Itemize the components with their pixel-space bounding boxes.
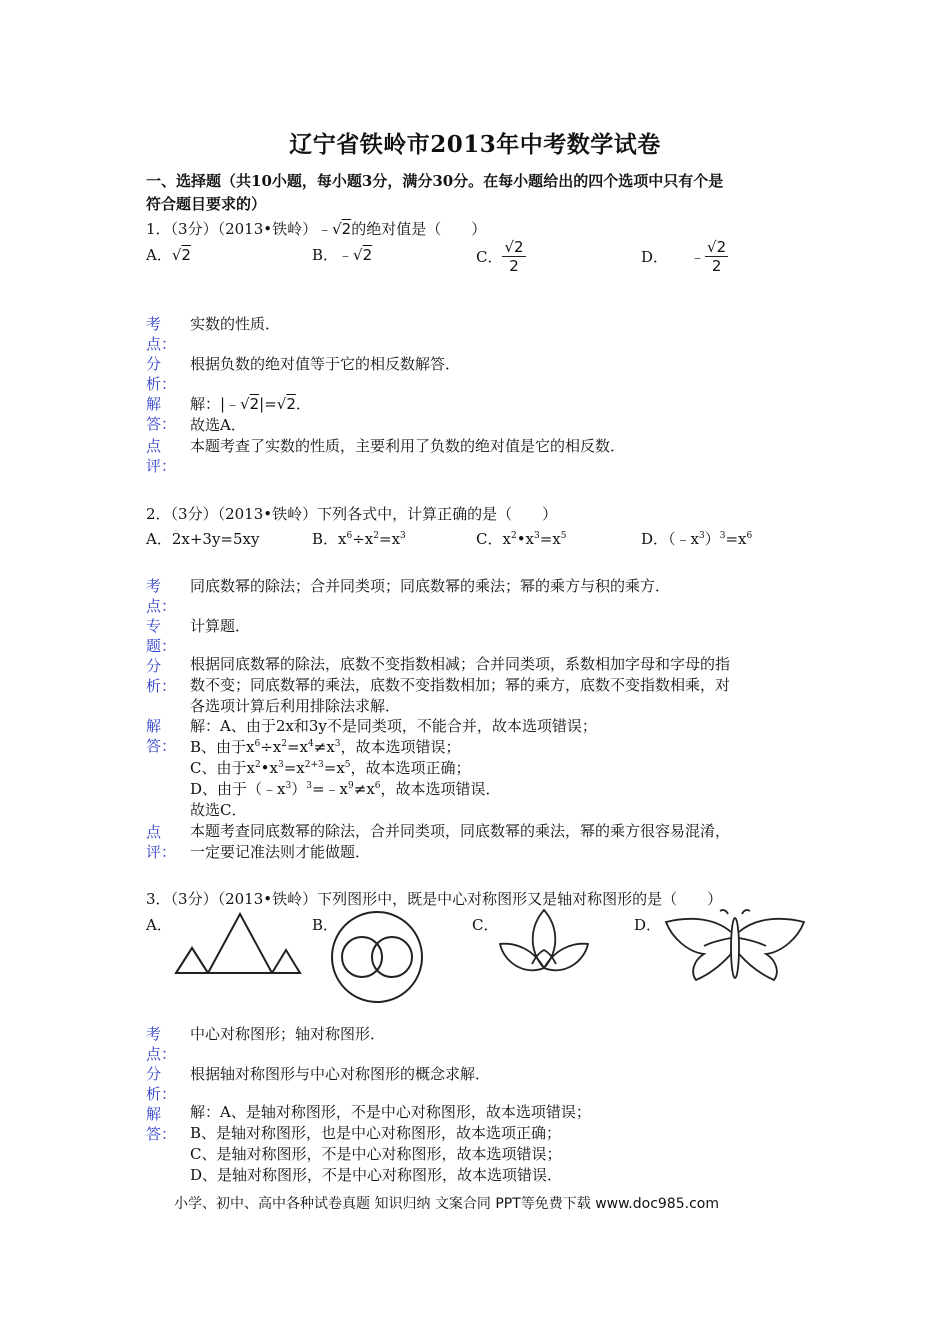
q1-option-c: C． $\frac{√2}{2}$ [476, 238, 524, 275]
q1-option-c-fraction: $\frac{√2}{2}$ [504, 238, 524, 275]
q1-option-b-sqrt: √2 [353, 246, 373, 264]
q2-jieda-label: 解答： [146, 717, 177, 755]
q2-jieda-line3: C、由于$x^2•x^3=x^{2+3}=x^5$，故本选项正确； [190, 759, 471, 777]
q1-option-b: B．﹣√2 [312, 246, 373, 264]
page-title: 辽宁省铁岭市2013年中考数学试卷 [289, 131, 661, 158]
section-heading-cont: 符合题目要求的） [146, 195, 267, 213]
q3-kaodian-label: 考点： [146, 1025, 177, 1063]
q1-dianping-text: 本题考查了实数的性质，主要利用了负数的绝对值是它的相反数． [190, 437, 626, 455]
q1-kaodian-text: 实数的性质． [190, 315, 281, 333]
q3-figure-c-lotus [494, 906, 594, 982]
q3-option-d-label: D． [634, 916, 662, 934]
q3-figure-b-circles [328, 908, 426, 1006]
q2-option-d: D．$(﹣x^3)^3=x^6$ [641, 530, 753, 548]
q2-jieda-line2: B、由于$x^6\div x^2=x^4\ne x^3$，故本选项错误； [190, 738, 461, 756]
q2-option-a: A．2x+3y=5xy [146, 530, 260, 548]
q3-figure-d-butterfly [660, 908, 810, 990]
q2-zhuanti-text: 计算题． [190, 617, 251, 635]
q3-fenxi-label: 分析： [146, 1065, 177, 1103]
q2-kaodian-label: 考点： [146, 577, 177, 615]
q2-dianping-label: 点评： [146, 823, 177, 861]
q3-option-c-label: C． [472, 916, 499, 934]
q1-stem-pre: 1．（3分）（2013•铁岭）﹣ [146, 220, 333, 238]
q1-jieda-line2: 故选A． [190, 416, 246, 434]
q1-stem-sqrt: √2 [332, 220, 352, 238]
q2-stem: 2．（3分）（2013•铁岭）下列各式中，计算正确的是（ ） [146, 505, 558, 523]
q1-jieda-line1: 解：|﹣√2|=√2． [190, 395, 311, 413]
q3-jieda-line3: C、是轴对称图形，不是中心对称图形，故本选项错误； [190, 1145, 562, 1163]
q3-jieda-line1: 解：A、是轴对称图形，不是中心对称图形，故本选项错误； [190, 1103, 591, 1121]
q2-fenxi-label: 分析： [146, 657, 177, 695]
q2-option-b: B．$x^6\div x^2=x^3$ [312, 530, 406, 548]
q2-zhuanti-label: 专题： [146, 617, 177, 655]
q2-fenxi-line3: 各选项计算后利用排除法求解． [190, 697, 401, 715]
q2-fenxi-line2: 数不变；同底数幂的乘法，底数不变指数相加；幂的乘方，底数不变指数相乘，对 [190, 676, 731, 694]
q2-fenxi-line1: 根据同底数幂的除法，底数不变指数相减；合并同类项，系数相加字母和字母的指 [190, 655, 731, 673]
q2-dianping-line2: 一定要记准法则才能做题． [190, 843, 371, 861]
q3-option-b-label: B． [312, 916, 339, 934]
q3-jieda-label: 解答： [146, 1105, 177, 1143]
q2-option-c: C．$x^2•x^3=x^5$ [476, 530, 567, 548]
q1-kaodian-label: 考点： [146, 315, 177, 353]
q1-option-d: D． ﹣ $\frac{√2}{2}$ [641, 238, 727, 275]
q1-jieda-label: 解答： [146, 395, 177, 433]
q1-stem [146, 218, 486, 239]
q2-jieda-line4: D、由于$(﹣x^3)^3=﹣x^9\ne x^6$，故本选项错误． [190, 780, 501, 798]
q3-stem: 3．（3分）（2013•铁岭）下列图形中，既是中心对称图形又是轴对称图形的是（ ） [146, 890, 723, 908]
q1-option-a-sqrt: √2 [171, 246, 191, 264]
q1-fenxi-text: 根据负数的绝对值等于它的相反数解答． [190, 355, 461, 373]
q1-option-d-fraction: $\frac{√2}{2}$ [707, 238, 727, 275]
q1-dianping-label: 点评： [146, 437, 177, 475]
q3-jieda-line2: B、是轴对称图形，也是中心对称图形，故本选项正确； [190, 1124, 562, 1142]
q1-option-a: A．√2 [146, 246, 191, 264]
q3-option-a-label: A． [146, 916, 172, 934]
q3-jieda-line4: D、是轴对称图形，不是中心对称图形，故本选项错误． [190, 1166, 563, 1184]
q2-dianping-line1: 本题考查同底数幂的除法，合并同类项，同底数幂的乘法，幂的乘方很容易混淆， [190, 822, 731, 840]
q2-jieda-line1: 解：A、由于2x和3y不是同类项，不能合并，故本选项错误； [190, 717, 597, 735]
q2-kaodian-text: 同底数幂的除法；合并同类项；同底数幂的乘法；幂的乘方与积的乘方． [190, 577, 671, 595]
q1-fenxi-label: 分析： [146, 355, 177, 393]
section-heading: 一、选择题（共10小题，每小题3分，满分30分。在每小题给出的四个选项中只有个是 [146, 172, 724, 190]
q3-fenxi-text: 根据轴对称图形与中心对称图形的概念求解． [190, 1065, 491, 1083]
q3-kaodian-text: 中心对称图形；轴对称图形． [190, 1025, 386, 1043]
page-footer: 小学、初中、高中各种试卷真题 知识归纳 文案合同 PPT等免费下载 www.doc985.com [174, 1196, 719, 1212]
q2-jieda-line5: 故选C． [190, 801, 247, 819]
q1-stem-post: 的绝对值是（ ） [351, 220, 487, 238]
q3-figure-a-triangles [170, 910, 305, 980]
